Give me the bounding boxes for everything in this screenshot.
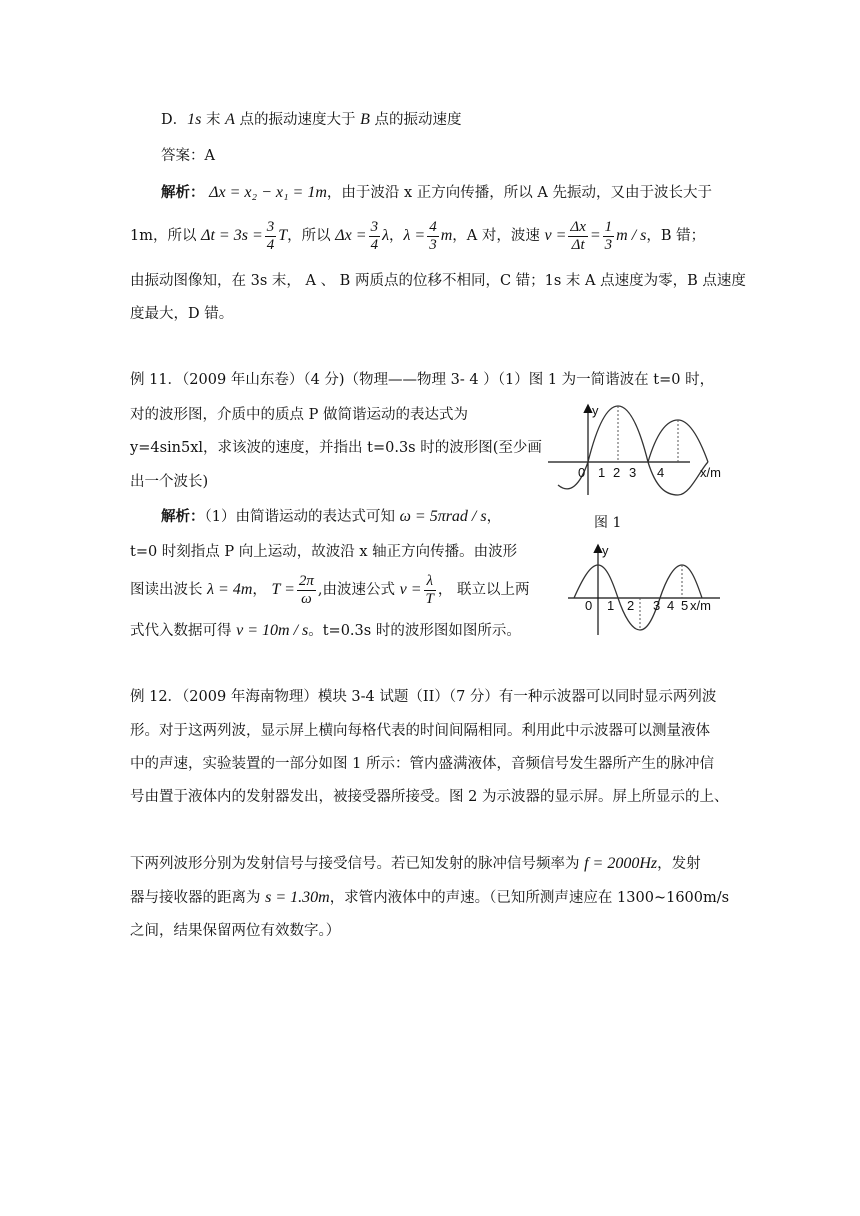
ex11-sol-l1a: （1）由简谐运动的表达式可知 xyxy=(204,509,400,525)
analysis-l2-d: ，A 对，波速 xyxy=(452,228,545,244)
fig1-label-1: 1 xyxy=(598,465,606,480)
ex12-l6b: ，求管内液体中的声速。（已知所测声速应在 1300~1600m/s xyxy=(329,890,730,906)
analysis-lambda: λ xyxy=(382,227,389,244)
ex12-line-8: 之间，结果保留两位有效数字。） xyxy=(130,923,341,939)
fig2-label-xm: x/m xyxy=(690,598,711,613)
option-d-text1: 点的振动速度大于 xyxy=(234,112,361,128)
ex11-sol-l4b: 。t=0.3s 时的波形图如图所示。 xyxy=(308,623,521,639)
frac-den: 4 xyxy=(266,236,275,253)
option-d-point-b: B xyxy=(360,111,370,128)
fig2-label-5: 5 xyxy=(681,598,689,613)
fig2-label-4: 4 xyxy=(667,598,675,613)
frac-den: ω xyxy=(301,590,312,607)
ex11-sol-l3c: ,由波速公式 xyxy=(317,582,400,598)
ex11-line-1: 例 11．（2009 年山东卷）（4 分)（物理——物理 3- 4 ）（1）图 1 为一简谐波在 t=0 时， xyxy=(130,372,715,388)
analysis-eq-sign: = xyxy=(589,227,601,244)
ex11-sol-l3a: 图读出波长 xyxy=(130,582,208,598)
frac-den: 3 xyxy=(604,236,613,253)
ex11-solution-line-2: t=0 时刻指点 P 向上运动，故波沿 x 轴正方向传播。由波形 xyxy=(130,544,518,560)
option-d-mid: 末 xyxy=(201,112,226,128)
ex11-line-4: 出一个波长) xyxy=(130,474,209,490)
fig1-label-0: 0 xyxy=(578,465,586,480)
ex12-line-1: 例 12．（2009 年海南物理）模块 3-4 试题（II）（7 分）有一种示波器可以同时显示两列波 xyxy=(130,689,717,705)
fig1-label-3: 3 xyxy=(629,465,637,480)
option-d-point-a: A xyxy=(225,111,235,128)
ex12-line-4: 号由置于液体内的发射器发出，被接受器所接受。图 2 为示波器的显示屏。屏上所显示的上、 xyxy=(130,789,729,805)
fraction-lambda-T xyxy=(424,573,436,608)
ex11-sol-l3d: ， 联立以上两 xyxy=(437,582,530,598)
analysis-eq-dx2: Δx = xyxy=(335,227,367,244)
frac-den: Δt xyxy=(571,236,585,253)
frac-num: λ xyxy=(424,573,436,591)
frac-num: 4 xyxy=(429,218,437,235)
analysis-l2-b: ，所以 xyxy=(287,228,336,244)
option-d-time: 1s xyxy=(187,111,202,128)
fraction-dx-dt xyxy=(568,219,587,254)
fraction-1-3 xyxy=(603,219,615,254)
ex11-lambda-eq: λ = 4m xyxy=(207,581,253,598)
fig1-label-xm: x/m xyxy=(700,465,721,480)
frac-num: 1 xyxy=(604,218,613,235)
ex11-solution-line-4 xyxy=(130,621,521,641)
analysis-label: 解析： xyxy=(161,184,205,201)
ex11-solution-line-3 xyxy=(130,572,530,608)
answer: 答案：A xyxy=(161,148,215,164)
figure-1-caption: 图 1 xyxy=(594,515,622,531)
analysis-line-1 xyxy=(161,183,712,203)
ex11-line-3: y=4sin5xl，求该波的速度，并指出 t=0.3s 时的波形图(至少画 xyxy=(130,440,542,456)
frac-num: 2π xyxy=(298,572,314,589)
fraction-3-4 xyxy=(265,219,277,254)
ex12-line-7 xyxy=(130,888,729,908)
ex12-line-3: 中的声速，实验装置的一部分如图 1 所示：管内盛满液体，音频信号发生器所产生的脉冲信 xyxy=(130,756,714,772)
analysis-l2-c: ， xyxy=(389,228,404,244)
analysis-l2-e: ，B 错； xyxy=(646,228,706,244)
analysis-m: m xyxy=(440,227,453,244)
frac-num: 3 xyxy=(266,218,275,235)
ex12-freq-eq: f = 2000Hz xyxy=(584,855,658,872)
ex12-line-2: 形。对于这两列波，显示屏上横向每格代表的时间间隔相同。利用此中示波器可以测量液体 xyxy=(130,723,710,739)
ex12-line-6 xyxy=(130,854,701,874)
option-d-prefix: D． xyxy=(161,112,188,128)
ex11-omega-eq: ω = 5πrad / s xyxy=(399,508,487,525)
ex12-l5a: 下两列波形分别为发射信号与接受信号。若已知发射的脉冲信号频率为 xyxy=(130,856,585,872)
fig2-label-2: 2 xyxy=(627,598,635,613)
ex11-solution-line-1 xyxy=(161,507,501,527)
ex11-line-2: 对的波形图，介质中的质点 P 做简谐运动的表达式为 xyxy=(130,407,468,423)
ex11-sol-l4a: 式代入数据可得 xyxy=(130,623,237,639)
analysis-eq-dx: Δx = x₂ − x₁ = 1m xyxy=(209,184,327,201)
fig2-label-y: y xyxy=(602,543,609,558)
ex11-T-eq: T = xyxy=(271,581,295,598)
analysis-line-3: 由振动图像知，在 3s 末， A 、 B 两质点的位移不相同，C 错；1s 末 A 点速度为零，B 点速度 xyxy=(130,273,746,289)
ex11-sol-l3b: ， xyxy=(252,582,272,598)
ex12-dist-eq: s = 1.30m xyxy=(265,889,330,906)
fraction-4-3 xyxy=(427,219,439,254)
fig1-wave-curve xyxy=(558,406,708,495)
ex11-sol-l1b: ， xyxy=(486,509,502,525)
analysis-v: v = xyxy=(544,227,567,244)
analysis-line-4: 度最大，D 错。 xyxy=(130,306,234,322)
fig2-label-0: 0 xyxy=(585,598,593,613)
figure-2-wave-graph xyxy=(560,540,730,638)
fig1-label-y: y xyxy=(592,403,599,418)
frac-den: T xyxy=(425,590,434,607)
frac-den: 3 xyxy=(429,236,437,253)
analysis-ms: m / s xyxy=(616,227,647,244)
fraction-3-4b xyxy=(369,219,381,254)
ex12-l6a: 器与接收器的距离为 xyxy=(130,890,266,906)
fraction-2pi-omega xyxy=(297,573,316,608)
fig1-label-2: 2 xyxy=(613,465,621,480)
ex11-v-eq: v = xyxy=(399,581,422,598)
figure-1-wave-graph xyxy=(540,400,740,500)
option-d-text2: 点的振动速度 xyxy=(369,112,462,128)
fig2-label-3: 3 xyxy=(653,598,661,613)
ex11-v-result: v = 10m / s xyxy=(236,622,309,639)
option-d xyxy=(161,110,461,130)
ex12-l5b: ，发射 xyxy=(657,856,701,872)
analysis-lam-eq: λ = xyxy=(403,227,426,244)
analysis-eq-dt: Δt = 3s = xyxy=(201,227,263,244)
analysis-T: T xyxy=(278,227,288,244)
fig2-label-1: 1 xyxy=(607,598,615,613)
ex11-solution-label: 解析： xyxy=(161,508,205,525)
analysis-l1-text: ，由于波沿 x 正方向传播，所以 A 先振动，又由于波长大于 xyxy=(326,185,712,201)
analysis-l2-a: 1m，所以 xyxy=(130,228,202,244)
analysis-line-2 xyxy=(130,218,705,254)
frac-num: Δx xyxy=(570,218,586,235)
frac-num: 3 xyxy=(370,218,379,235)
fig1-label-4: 4 xyxy=(657,465,665,480)
frac-den: 4 xyxy=(370,236,379,253)
